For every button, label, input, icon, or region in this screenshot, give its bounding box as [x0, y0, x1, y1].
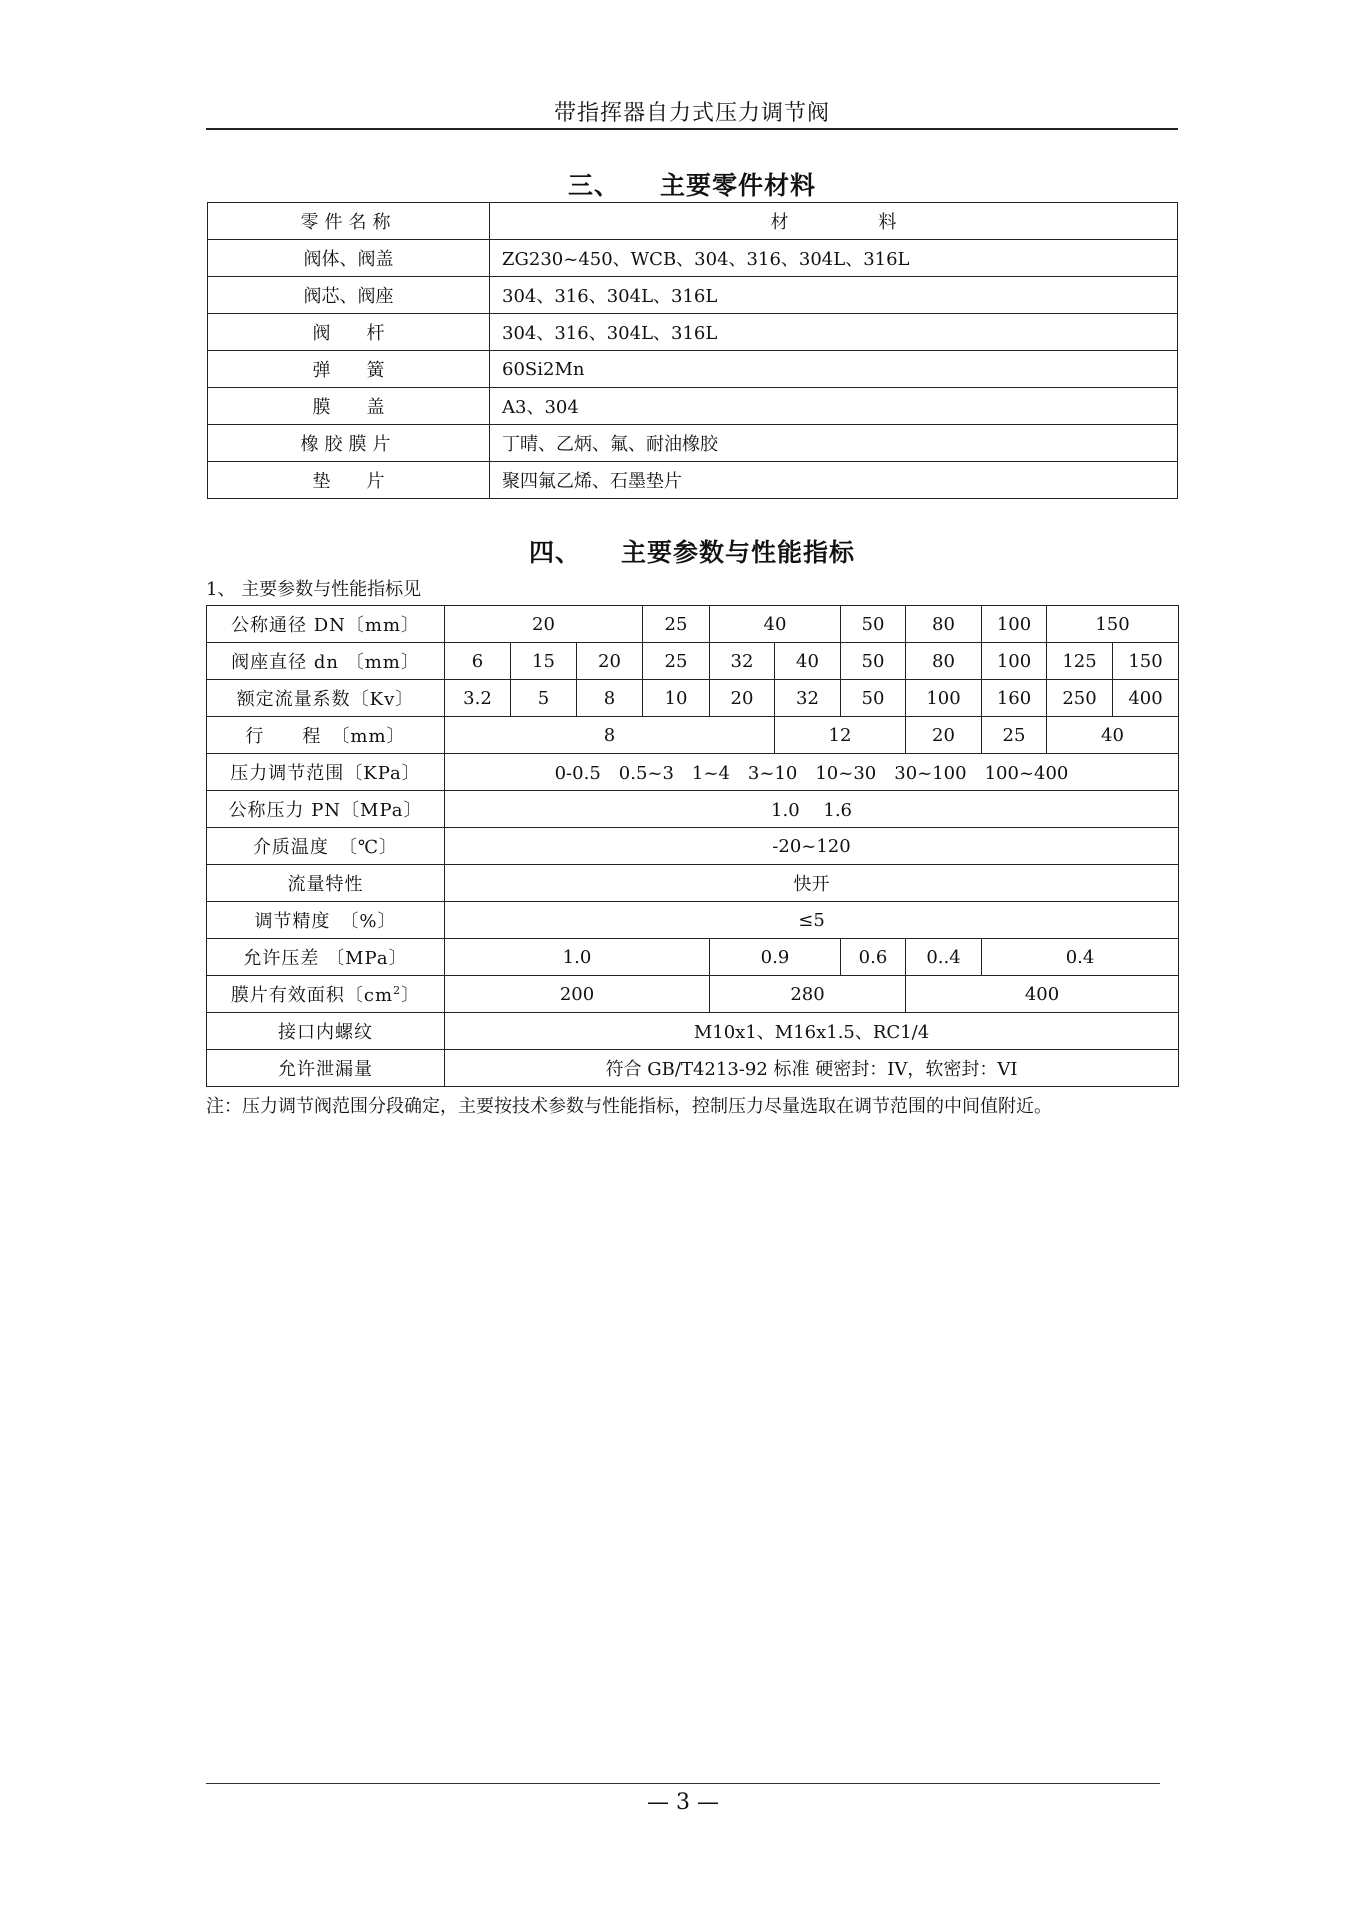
area-label-text: 膜片有效面积〔cm	[230, 985, 394, 1006]
param-value: 8	[445, 717, 775, 754]
part-material-cell: 60Si2Mn	[490, 351, 1178, 388]
table-header-cell: 零件名称	[208, 203, 490, 240]
part-material-cell: ZG230~450、WCB、304、316、304L、316L	[490, 240, 1178, 277]
param-value: 32	[775, 680, 841, 717]
param-label: 压力调节范围〔KPa〕	[207, 754, 445, 791]
table-footnote: 注：压力调节阀范围分段确定，主要按技术参数与性能指标，控制压力尽量选取在调节范围的中间值附近。	[206, 1096, 1052, 1117]
param-value: 25	[982, 717, 1047, 754]
table-row	[207, 1013, 1179, 1050]
param-value: 1.0	[445, 939, 710, 976]
param-label: 允许泄漏量	[207, 1050, 445, 1087]
table-row	[207, 680, 1179, 717]
param-value: 0.9	[710, 939, 841, 976]
table-row	[207, 828, 1179, 865]
part-material-cell: 304、316、304L、316L	[490, 314, 1178, 351]
param-value: 0..4	[906, 939, 982, 976]
param-label: 流量特性	[207, 865, 445, 902]
section-3-title: 主要零件材料	[660, 171, 817, 200]
param-value: 80	[906, 643, 982, 680]
footer-rule	[206, 1783, 1160, 1784]
area-label-superscript: 2	[393, 984, 402, 997]
param-value: 符合 GB/T4213-92 标准 硬密封：IV，软密封：VI	[445, 1050, 1179, 1087]
param-label: 允许压差 〔MPa〕	[207, 939, 445, 976]
param-label	[207, 976, 445, 1013]
param-value: 40	[1047, 717, 1179, 754]
param-value: 80	[906, 606, 982, 643]
param-value: 50	[841, 643, 906, 680]
part-name-cell: 膜 盖	[208, 388, 490, 425]
materials-table	[207, 202, 1178, 499]
param-value: -20~120	[445, 828, 1179, 865]
param-value: 20	[710, 680, 775, 717]
table-row	[208, 462, 1178, 499]
param-value: 12	[775, 717, 906, 754]
part-name-cell: 弹 簧	[208, 351, 490, 388]
param-value: 400	[1113, 680, 1179, 717]
table-row	[208, 314, 1178, 351]
param-value: ≤5	[445, 902, 1179, 939]
param-value: 125	[1047, 643, 1113, 680]
param-value: 250	[1047, 680, 1113, 717]
table-row	[207, 643, 1179, 680]
table-row	[207, 791, 1179, 828]
param-value: 1.0 1.6	[445, 791, 1179, 828]
section-4-title: 主要参数与性能指标	[621, 538, 856, 567]
param-value: 5	[511, 680, 577, 717]
part-name-cell: 阀体、阀盖	[208, 240, 490, 277]
param-value: 32	[710, 643, 775, 680]
param-value: 0-0.5 0.5~3 1~4 3~10 10~30 30~100 100~400	[445, 754, 1179, 791]
param-value: 100	[906, 680, 982, 717]
param-value: 160	[982, 680, 1047, 717]
param-value: 100	[982, 606, 1047, 643]
section-4-number: 四、	[528, 538, 581, 567]
param-value: 0.6	[841, 939, 906, 976]
param-value: 0.4	[982, 939, 1179, 976]
page-number: — 3 —	[647, 1790, 719, 1815]
table-row	[207, 865, 1179, 902]
table-header-cell: 材 料	[490, 203, 1178, 240]
part-material-cell: 304、316、304L、316L	[490, 277, 1178, 314]
table-row	[208, 425, 1178, 462]
part-name-cell: 阀芯、阀座	[208, 277, 490, 314]
param-value: 200	[445, 976, 710, 1013]
param-label: 阀座直径 dn 〔mm〕	[207, 643, 445, 680]
table-row	[207, 939, 1179, 976]
part-material-cell: 聚四氟乙烯、石墨垫片	[490, 462, 1178, 499]
part-material-cell: A3、304	[490, 388, 1178, 425]
table-row	[207, 717, 1179, 754]
param-value: 20	[906, 717, 982, 754]
param-value: 150	[1047, 606, 1179, 643]
param-value: 10	[643, 680, 710, 717]
param-label: 公称通径 DN〔mm〕	[207, 606, 445, 643]
section-3-number: 三、	[567, 171, 620, 200]
table-row	[207, 976, 1179, 1013]
document-header-title: 带指挥器自力式压力调节阀	[553, 101, 830, 126]
part-name-cell: 垫 片	[208, 462, 490, 499]
table-row	[208, 203, 1178, 240]
param-value: 400	[906, 976, 1179, 1013]
param-value: 50	[841, 680, 906, 717]
param-value: 6	[445, 643, 511, 680]
part-name-cell: 橡胶膜片	[208, 425, 490, 462]
table-row	[207, 606, 1179, 643]
table-row	[208, 277, 1178, 314]
table-row	[207, 902, 1179, 939]
section-4-intro: 1、 主要参数与性能指标见	[206, 579, 422, 600]
table-row	[208, 240, 1178, 277]
param-value: 280	[710, 976, 906, 1013]
param-value: 150	[1113, 643, 1179, 680]
table-row	[208, 351, 1178, 388]
param-value: 40	[775, 643, 841, 680]
param-label: 额定流量系数〔Kv〕	[207, 680, 445, 717]
param-value: 20	[445, 606, 643, 643]
param-label: 接口内螺纹	[207, 1013, 445, 1050]
param-label: 介质温度 〔℃〕	[207, 828, 445, 865]
section-4-heading	[206, 533, 1178, 569]
header-rule	[206, 128, 1178, 130]
param-value: 8	[577, 680, 643, 717]
param-label: 调节精度 〔%〕	[207, 902, 445, 939]
param-value: 15	[511, 643, 577, 680]
table-row	[207, 1050, 1179, 1087]
param-label: 公称压力 PN〔MPa〕	[207, 791, 445, 828]
param-value: 25	[643, 643, 710, 680]
param-value: 20	[577, 643, 643, 680]
param-label: 行 程 〔mm〕	[207, 717, 445, 754]
table-row	[208, 388, 1178, 425]
param-value: 25	[643, 606, 710, 643]
part-name-cell: 阀 杆	[208, 314, 490, 351]
section-3-heading	[206, 166, 1178, 202]
param-value: 快开	[445, 865, 1179, 902]
param-value: 50	[841, 606, 906, 643]
part-material-cell: 丁晴、乙炳、氟、耐油橡胶	[490, 425, 1178, 462]
param-value: M10x1、M16x1.5、RC1/4	[445, 1013, 1179, 1050]
parameters-table	[206, 605, 1179, 1087]
param-value: 100	[982, 643, 1047, 680]
area-label-end: 〕	[401, 985, 421, 1006]
table-row	[207, 754, 1179, 791]
param-value: 40	[710, 606, 841, 643]
param-value: 3.2	[445, 680, 511, 717]
